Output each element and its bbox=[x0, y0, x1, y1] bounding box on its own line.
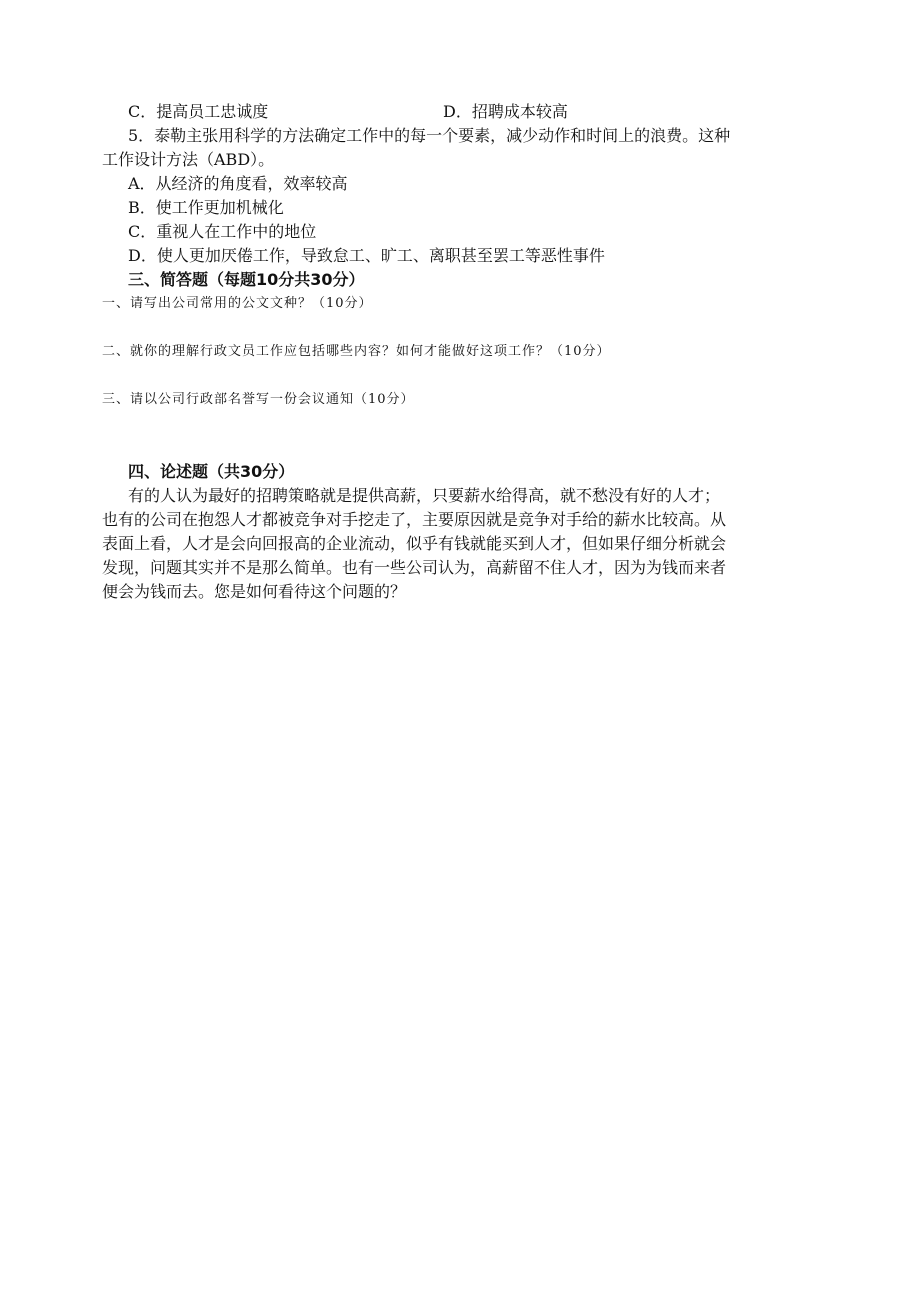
section4-heading: 四、论述题（共30分） bbox=[128, 462, 295, 481]
essay-line: 发现，问题其实并不是那么简单。也有一些公司认为，高薪留不住人才，因为为钱而来者 bbox=[102, 558, 727, 577]
q5-option-b: B．使工作更加机械化 bbox=[128, 198, 284, 217]
q5-option-c: C．重视人在工作中的地位 bbox=[128, 222, 317, 241]
section3-heading: 三、简答题（每题10分共30分） bbox=[128, 270, 365, 289]
section4-essay-prompt bbox=[102, 484, 822, 604]
essay-line: 表面上看，人才是会向回报高的企业流动，似乎有钱就能买到人才，但如果仔细分析就会 bbox=[102, 534, 727, 553]
q5-option-a: A．从经济的角度看，效率较高 bbox=[128, 174, 348, 193]
q5-option-d: D．使人更加厌倦工作，导致怠工、旷工、离职甚至罢工等恶性事件 bbox=[128, 246, 605, 265]
q5-stem-line2: 工作设计方法（ABD）。 bbox=[102, 150, 275, 169]
essay-line: 便会为钱而去。您是如何看待这个问题的？ bbox=[102, 582, 407, 601]
essay-line: 也有的公司在抱怨人才都被竞争对手挖走了，主要原因就是竞争对手给的薪水比较高。从 bbox=[102, 510, 727, 529]
q4-option-d: D．招聘成本较高 bbox=[443, 102, 568, 121]
q4-option-c: C．提高员工忠诚度 bbox=[128, 102, 269, 121]
q5-stem-line1: 5．泰勒主张用科学的方法确定工作中的每一个要素，减少动作和时间上的浪费。这种 bbox=[128, 126, 731, 145]
section3-question-2: 二、就你的理解行政文员工作应包括哪些内容？如何才能做好这项工作？（10分） bbox=[102, 344, 611, 359]
essay-line: 有的人认为最好的招聘策略就是提供高薪，只要薪水给得高，就不愁没有好的人才； bbox=[128, 486, 721, 505]
section3-question-1: 一、请写出公司常用的公文文种？（10分） bbox=[102, 296, 373, 311]
section3-question-3: 三、请以公司行政部名誉写一份会议通知（10分） bbox=[102, 392, 415, 407]
